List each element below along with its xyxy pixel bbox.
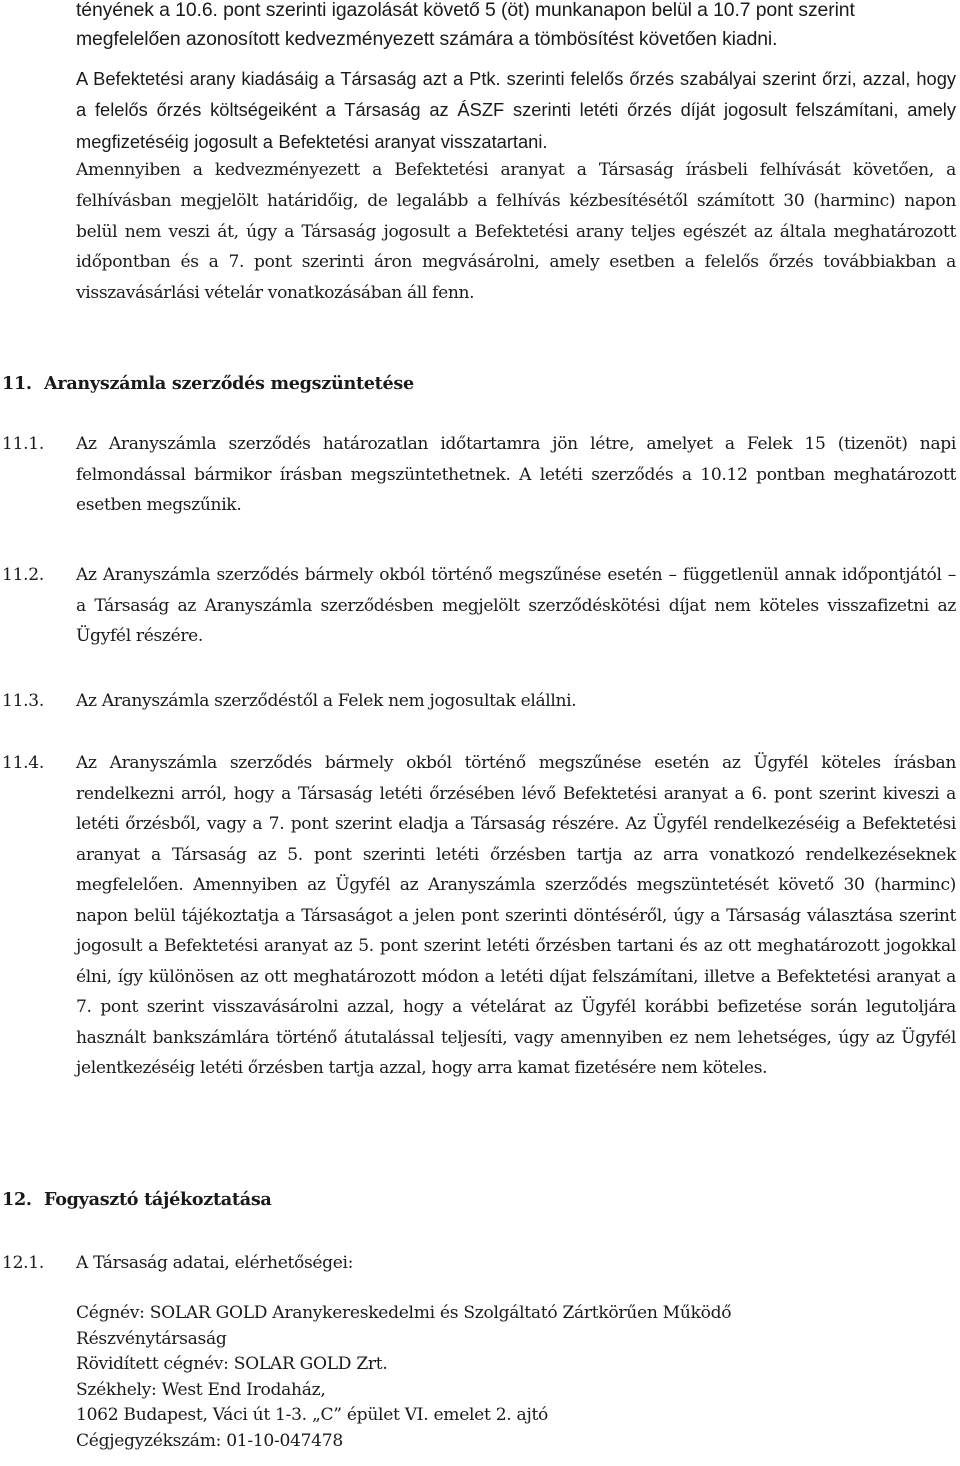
clause-12-1 — [2, 1248, 956, 1279]
clause-number: 11.1. — [2, 434, 44, 454]
company-name-line-2: Részvénytársaság — [76, 1328, 227, 1349]
clause-number: 12.1. — [2, 1253, 44, 1273]
company-name-line-1: Cégnév: SOLAR GOLD Aranykereskedelmi és Szolgáltató Zártkörűen Működő — [76, 1303, 732, 1323]
clause-text: Az Aranyszámla szerződés bármely okból történő megszűnése esetén az Ügyfél köteles írásban rendelkezni arról, hogy a Társaság letéti őrzésében lévő Befektetési aranyat a 6. pont szerint kiveszi a letéti őrzésből, vagy a 7. pont szerint eladja a Társaság részére. Az Ügyfél rendelkezéséig a Befektetési aranyat a Társaság az 5. pont szerinti letéti őrzésben tartja az arra vonatkozó rendelkezéseknek megfelelően. Amennyiben az Ügyfél az Aranyszámla szerződés megszüntetését követő 30 (harminc) napon belül tájékoztatja a Társaságot a jelen pont szerinti döntéséről, úgy a Társaság választása szerint jogosult a Befektetési aranyat az 5. pont szerint letéti őrzésben tartani és az ott meghatározott jogokkal élni, így különösen az ott meghatározott módon a letéti díjat felszámítani, illetve a Befektetési aranyat a 7. pont szerint visszavásárolni azzal, hogy a vételárat az Ügyfél korábbi befizetése során legutoljára használt bankszámlára történő átutalással teljesíti, vagy amennyiben ez nem lehetséges, úgy az Ügyfél jelentkezéséig letéti őrzésben tartja azzal, hogy arra kamat fizetésére nem köteles. — [76, 753, 956, 1078]
clause-number: 11.2. — [2, 565, 44, 585]
clause-number: 11.3. — [2, 691, 44, 711]
clause-number: 11.4. — [2, 753, 44, 773]
company-registry-number: Cégjegyzékszám: 01-10-047478 — [76, 1430, 343, 1451]
section-11-heading — [2, 372, 902, 396]
clause-text: Az Aranyszámla szerződés bármely okból történő megszűnése esetén – függetlenül annak időpontjától – a Társaság az Aranyszámla szerződésben megjelölt szerződéskötési díjat nem köteles visszafizetni az Ügyfél részére. — [76, 565, 956, 646]
company-seat: Székhely: West End Irodaház, — [76, 1379, 326, 1400]
intro-paragraph-2: A Befektetési arany kiadásáig a Társaság azt a Ptk. szerinti felelős őrzés szabályai szerint őrzi, azzal, hogy a felelős őrzés költségeiként a Társaság az ÁSZF szerinti letéti őrzés díját jogosult felszámítani, amely megfizetéséig jogosult a Befektetési aranyat visszatartani. — [76, 68, 956, 152]
clause-text: Az Aranyszámla szerződés határozatlan időtartamra jön létre, amelyet a Felek 15 (tizenöt) napi felmondással bármikor írásban megszüntethetnek. A letéti szerződés a 10.12 pontban meghatározott esetben megszűnik. — [76, 434, 956, 515]
clause-11-2 — [2, 560, 956, 652]
clause-text: Az Aranyszámla szerződéstől a Felek nem jogosultak elállni. — [76, 691, 577, 711]
section-12-heading — [2, 1188, 902, 1212]
intro-paragraph-3: Amennyiben a kedvezményezett a Befektetési aranyat a Társaság írásbeli felhívását követően, a felhívásban megjelölt határidőig, de legalább a felhívás kézbesítésétől számított 30 (harminc) napon belül nem veszi át, úgy a Társaság jogosult a Befektetési arany teljes egészét az általa meghatározott időpontban és a 7. pont szerinti áron megvásárolni, amely esetben a felelős őrzés továbbiakban a visszavásárlási vételár vonatkozásában áll fenn. — [76, 160, 956, 304]
section-12-title: Fogyasztó tájékoztatása — [44, 1189, 272, 1210]
section-11-number: 11. — [2, 373, 32, 394]
clause-11-1 — [2, 429, 956, 521]
clause-11-3 — [2, 686, 956, 717]
company-details — [76, 1301, 946, 1454]
clause-text: A Társaság adatai, elérhetőségei: — [76, 1253, 354, 1273]
section-12-number: 12. — [2, 1189, 32, 1210]
clause-11-4 — [2, 748, 956, 1084]
company-address: 1062 Budapest, Váci út 1-3. „C” épület VI. emelet 2. ajtó — [76, 1405, 549, 1425]
company-short-name: Rövidített cégnév: SOLAR GOLD Zrt. — [76, 1354, 388, 1374]
intro-paragraph-1: tényének a 10.6. pont szerinti igazolását követő 5 (öt) munkanapon belül a 10.7 pont szerint megfelelően azonosított kedvezményezett számára a tömbösítést követően kiadni. — [76, 0, 855, 50]
section-11-title: Aranyszámla szerződés megszüntetése — [44, 373, 414, 394]
